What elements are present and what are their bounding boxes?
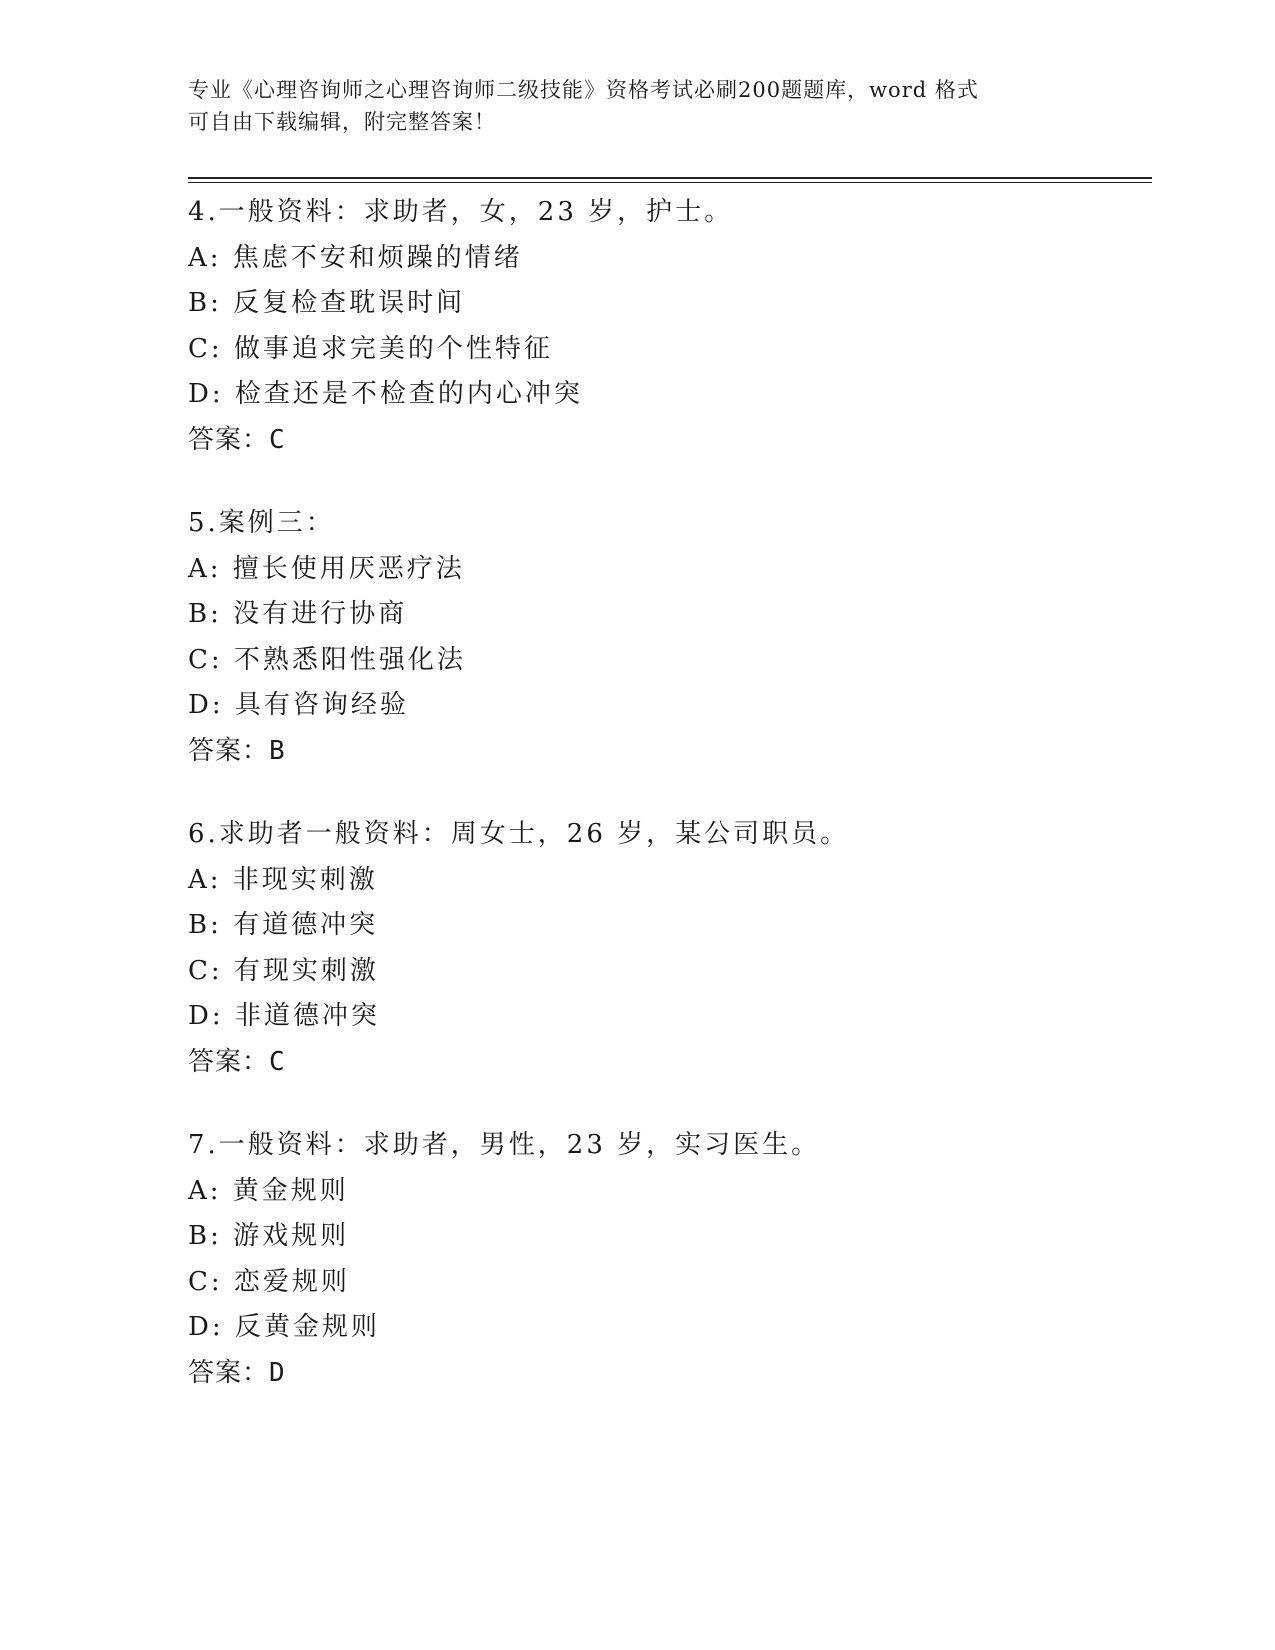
answer-value: D [269,1357,285,1388]
option-b: B: 反复检查耽误时间 [188,288,466,318]
answer-label: 答案： [188,1046,270,1077]
option-b: B: 有道德冲突 [188,910,379,940]
question-item [188,190,1148,463]
answer-label: 答案： [188,735,270,766]
question-stem: 4.一般资料：求助者，女，23 岁，护士。 [188,197,734,227]
question-item [188,1123,1148,1396]
option-c: C: 不熟悉阳性强化法 [188,644,466,675]
option-c: C: 做事追求完美的个性特征 [188,333,553,364]
question-item [188,812,1148,1085]
option-a: A: 非现实刺激 [188,864,378,895]
answer-label: 答案： [188,1357,270,1388]
question-stem: 6.求助者一般资料：周女士，26 岁，某公司职员。 [188,819,850,849]
option-d: D: 反黄金规则 [188,1312,380,1342]
option-d: D: 非道德冲突 [188,1001,380,1031]
answer-value: C [269,1046,285,1077]
option-c: C: 有现实刺激 [188,955,379,986]
option-d: D: 检查还是不检查的内心冲突 [188,379,583,409]
option-a: A: 焦虑不安和烦躁的情绪 [188,242,523,273]
answer-line [188,729,1148,775]
answer-line [188,1351,1148,1397]
answer-label: 答案： [188,424,270,455]
option-c: C: 恋爱规则 [188,1266,350,1297]
question-list [188,190,1148,1434]
question-item [188,501,1148,774]
question-stem: 5.案例三： [188,508,335,538]
answer-value: C [269,424,285,455]
option-b: B: 没有进行协商 [188,599,408,629]
answer-line [188,1040,1148,1086]
option-d: D: 具有咨询经验 [188,690,409,720]
header-divider-thick [188,177,1152,179]
document-header [188,74,1088,138]
question-stem: 7.一般资料：求助者，男性，23 岁，实习医生。 [188,1130,821,1160]
header-line-1: 专业《心理咨询师之心理咨询师二级技能》资格考试必刷200题题库，word 格式 [188,78,979,102]
option-a: A: 擅长使用厌恶疗法 [188,553,465,584]
option-a: A: 黄金规则 [188,1175,349,1206]
header-line-2: 可自由下载编辑，附完整答案！ [188,110,496,134]
option-b: B: 游戏规则 [188,1221,350,1251]
answer-value: B [269,735,285,766]
header-divider-thin [188,182,1152,183]
answer-line [188,418,1148,464]
